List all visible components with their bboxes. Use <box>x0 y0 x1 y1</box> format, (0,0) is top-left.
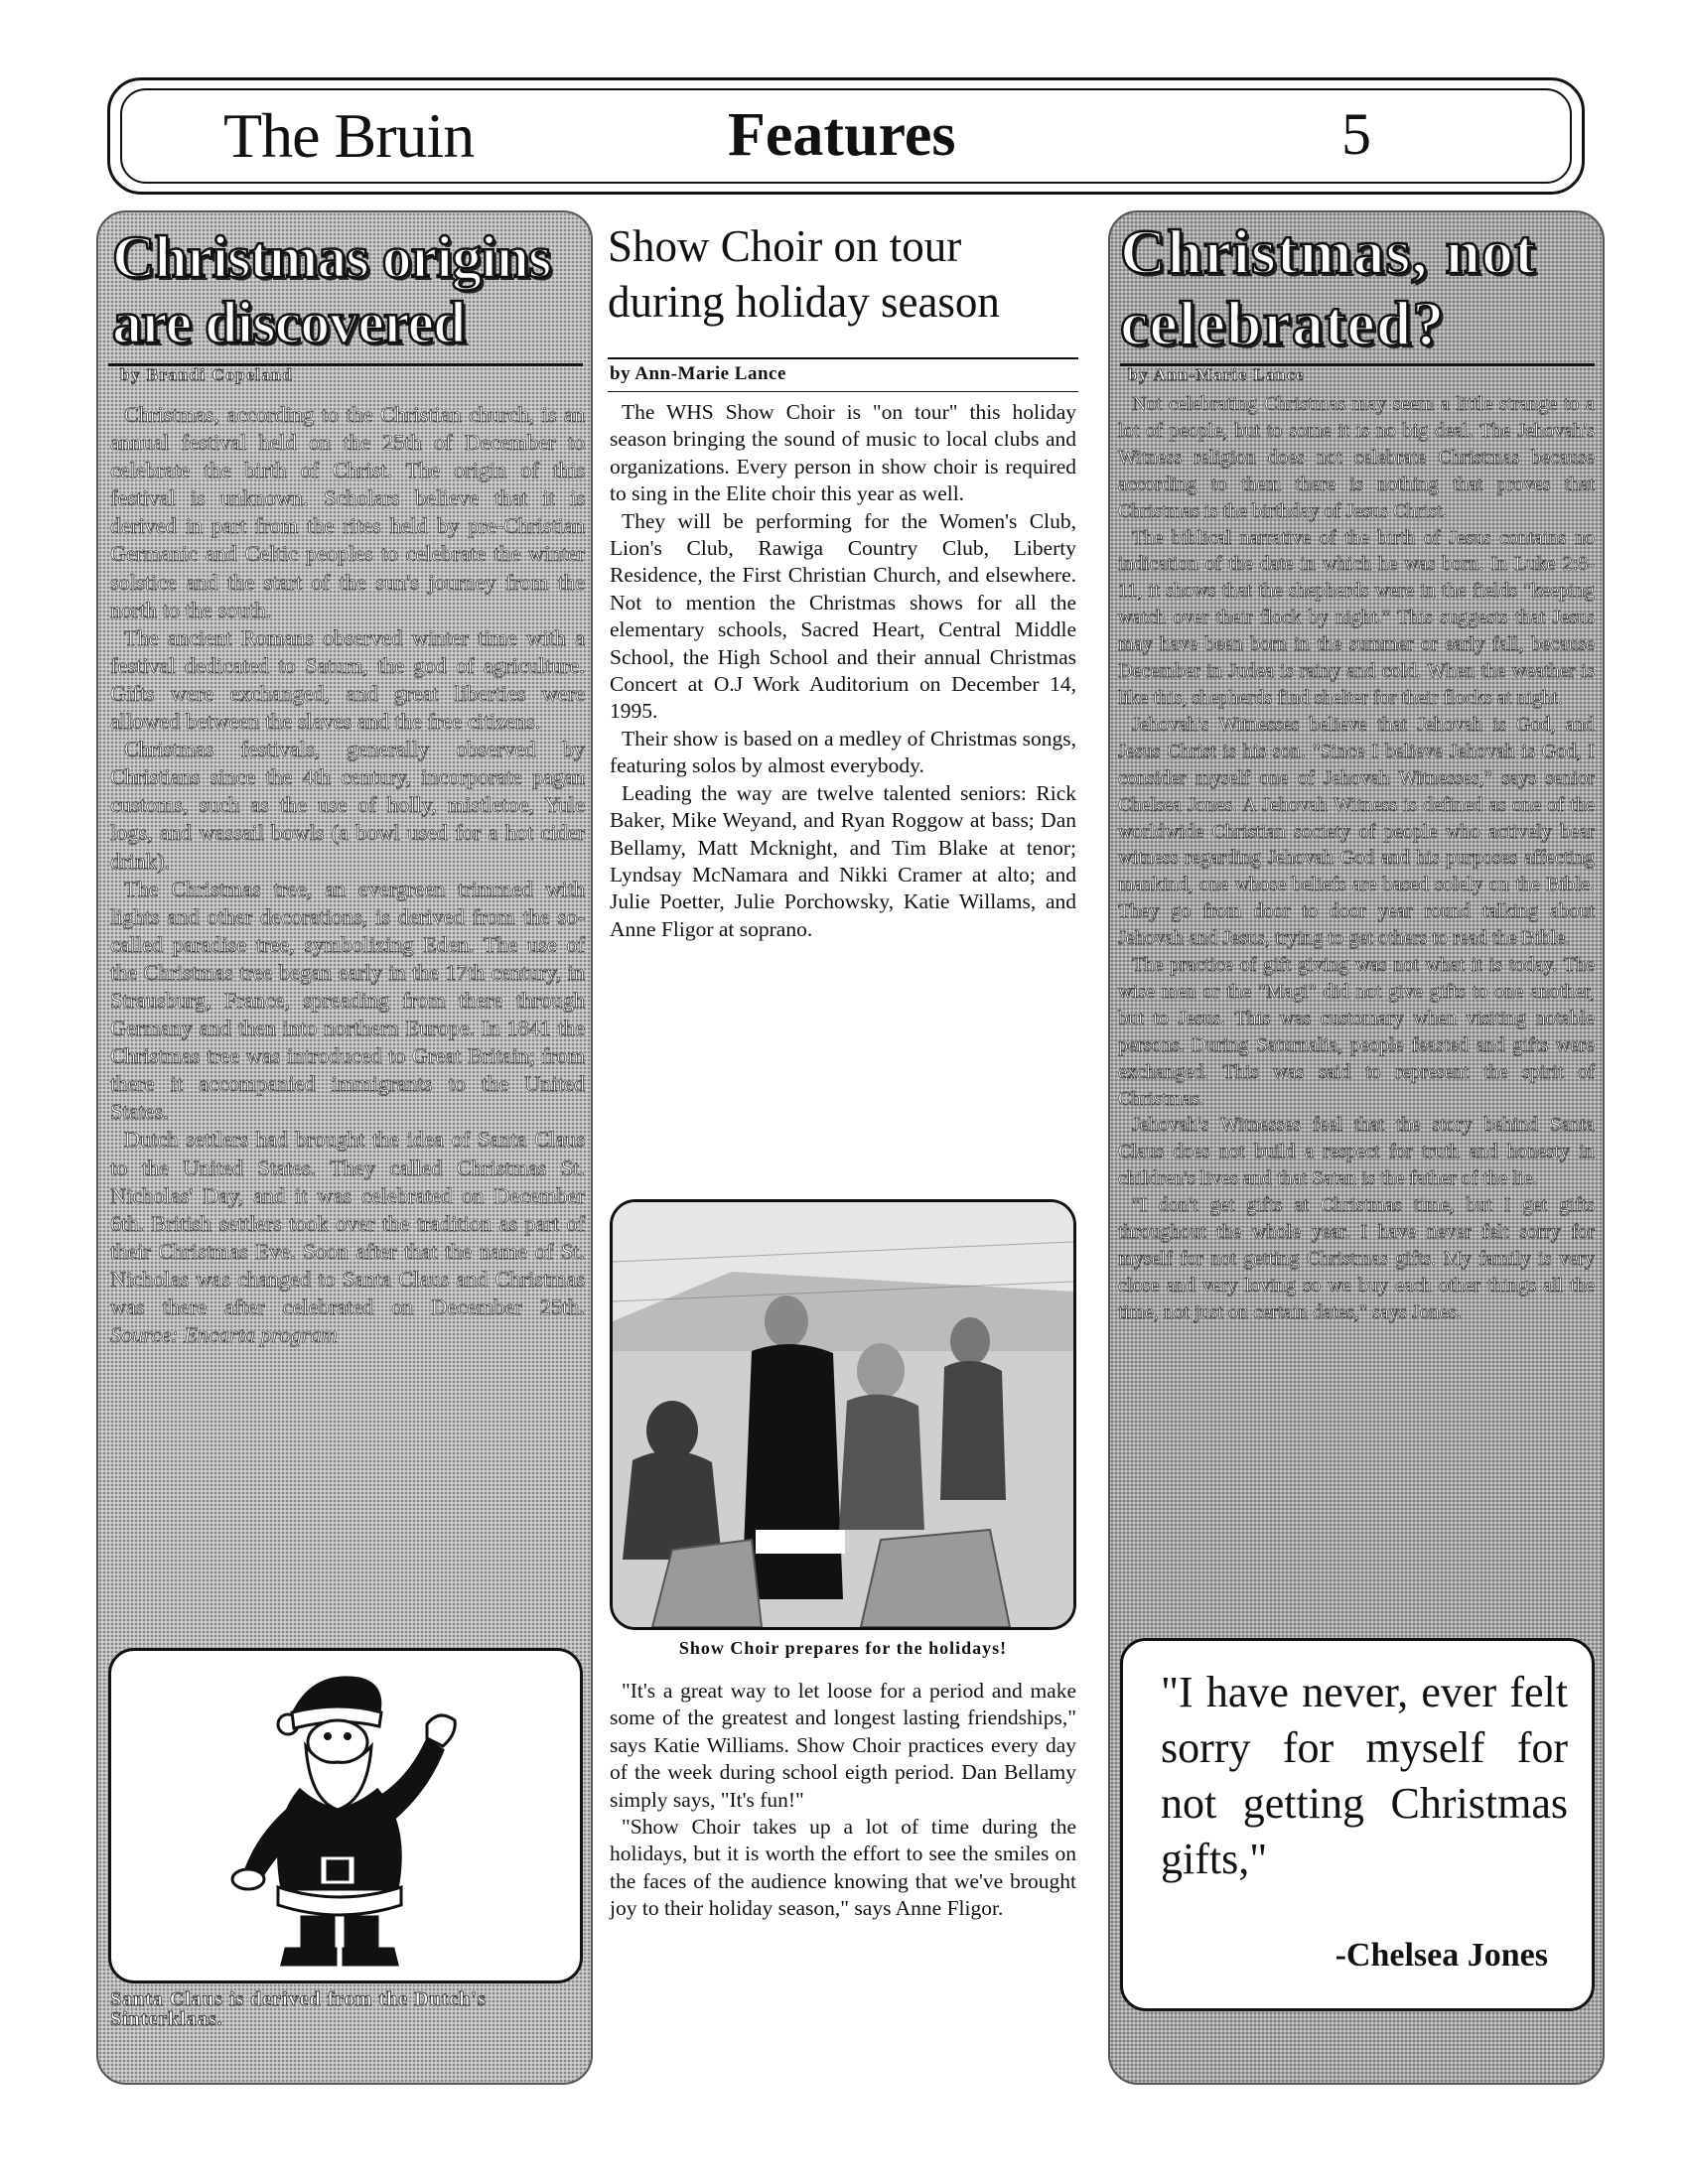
middle-paragraph: Their show is based on a medley of Christmas songs, featuring solos by almost everybody. <box>610 726 1076 778</box>
masthead-inner-border <box>120 88 1572 184</box>
middle-paragraph: They will be performing for the Women's Club, Lion's Club, Rawiga Country Club, Liberty Residence, the First Christian Church, and elsewhere. Not to mention the Christmas shows for all the elementary schools, Sacred Heart, Central Middle School, the High School and their annual Christmas Concert at O.J Work Auditorium on December 14, 1995. <box>610 508 1076 724</box>
middle-paragraph: "Show Choir takes up a lot of time during the holidays, but it is worth the effort to see the smiles on the faces of the audience knowing that we've brought joy to their holiday season," says Anne Fligor. <box>610 1815 1076 1921</box>
masthead <box>107 77 1585 195</box>
left-article-source: Source: Encarta program <box>110 1322 338 1348</box>
middle-byline-rule-bottom <box>608 391 1078 392</box>
middle-article-byline: by Ann-Marie Lance <box>610 363 786 384</box>
middle-paragraph: Leading the way are twelve talented seniors: Rick Baker, Mike Weyand, and Ryan Roggow at bass; Dan Bellamy, Matt Mcknight, and Tim Blake at tenor; Lyndsay McNamara and Nikki Cramer at alto; and Julie Poetter, Julie Porchowsky, Katie Willams, and Anne Fligor at soprano. <box>610 780 1076 941</box>
left-paragraph-text: Dutch settlers had brought the idea of Santa Claus to the United States. They called Christmas St. Nicholas' Day, and it was celebrated on December 6th. British settlers took over the tradition as part of their Christmas Eve. Soon after that the name of St. Nicholas was changed to Santa Claus and Christmas was there after celebrated on December 25th. <box>110 1127 585 1319</box>
left-paragraph: The Christmas tree, an evergreen trimmed with lights and other decorations, is derived from the so-called paradise tree, symbolizing Eden. The use of the Christmas tree began early in the 17th century, in Strausburg, France, spreading from there through Germany and then into northern Europe. In 1841 the Christmas tree was introduced to Great Britain; from there it accompanied immigrants to the United States. <box>110 876 585 1125</box>
middle-article-body-continued <box>610 1678 1076 1923</box>
right-article-headline: Christmas, not celebrated? <box>1120 216 1537 358</box>
right-paragraph: The biblical narrative of the birth of Jesus contains no indication of the date in which he was born. In Luke 2:8-11, it shows that the shepherds were in the fields "keeping watch over their flock by night." This suggests that Jesus may have been born in the summer or early fall, because December in Judea is rainy and cold. When the weather is like this, shepherds find shelter for their flocks at night. <box>1118 526 1595 709</box>
left-article-panel <box>96 210 593 2085</box>
left-paragraph: The ancient Romans observed winter time with a festival dedicated to Saturn, the god of agriculture. Gifts were exchanged, and great liberties were allowed between the slaves and the free citizens. <box>110 624 585 735</box>
middle-paragraph: "It's a great way to let loose for a period and make some of the greatest and longest lasting friendships," says Katie Williams. Show Choir practices every day of the week during school eigth period. Dan Bellamy simply says, "It's fun!" <box>610 1679 1076 1812</box>
pull-quote-text: "I have never, ever felt sorry for myself for not getting Christmas gifts," <box>1161 1668 1568 1883</box>
middle-paragraph: The WHS Show Choir is "on tour" this holiday season bringing the sound of music to local clubs and organizations. Every person in show choir is required to sing in the Elite choir this year as well. <box>610 400 1076 506</box>
left-article-byline: by Brandi Copeland <box>120 365 294 384</box>
left-article-body <box>110 401 585 1349</box>
right-paragraph: The practice of gift giving was not what it is today. The wise men or the "Magi" did not give gifts to one another, but to Jesus. This was customary when visiting notable persons. During Saturnalia, people feasted and gifts were exchanged. This was said to represent the spirit of Christmas. <box>1118 954 1595 1110</box>
santa-illustration-frame <box>108 1648 583 1983</box>
middle-byline-rule-top <box>608 357 1078 359</box>
show-choir-photo <box>610 1199 1076 1630</box>
pull-quote-box <box>1120 1638 1595 2011</box>
santa-illustration-caption: Santa Claus is derived from the Dutch's Sinterklaas. <box>110 1988 487 2030</box>
left-paragraph: Christmas festivals, generally observed by Christians since the 4th century, incorporate pagan customs, such as the use of holly, mistletoe, Yule logs, and wassail bowls (a bowl used for a hot cider drink). <box>110 737 585 874</box>
right-paragraph: Not celebrating Christmas may seem a little strange to a lot of people, but to some it is no big deal. The Jehovah's Witness religion does not celebrate Christmas because according to them there is nothing that proves that Christmas is the birthday of Jesus Christ. <box>1118 393 1595 522</box>
paper-name: The Bruin <box>223 100 475 171</box>
right-article-panel <box>1108 210 1605 2085</box>
left-paragraph: Christmas, according to the Christian church, is an annual festival held on the 25th of December to celebrate the birth of Christ. The origin of this festival is unknown. Scholars believe that it is derived in part from the rites held by pre-Christian Germanic and Celtic peoples to celebrate the winter solstice and the start of the sun's journey from the north to the south. <box>110 402 585 622</box>
middle-article-headline: Show Choir on tour during holiday season <box>608 221 1000 327</box>
left-paragraph <box>110 1126 585 1349</box>
left-article-headline: Christmas origins are discovered <box>112 224 551 355</box>
santa-claus-illustration <box>111 1651 580 1980</box>
page-number: 5 <box>1341 101 1371 167</box>
right-article-body <box>1118 391 1595 1326</box>
right-paragraph: Jehovah's Witnesses believe that Jehovah is God, and Jesus Christ is his son. "Since I believe Jehovah is God, I consider myself one of Jehovah Witnesses," says senior Chelsea Jones. A Jehovah Witness is defined as one of the worldwide Christian society of people who actively bear witness regarding Jehovah God and his purposes affecting mankind, one whose beliefs are based solely on the Bible. They go from door to door year round talking about Jehovah and Jesus, trying to get others to read the Bible. <box>1118 713 1595 950</box>
show-choir-photo-image <box>613 1202 1073 1627</box>
show-choir-photo-caption: Show Choir prepares for the holidays! <box>678 1638 1008 1658</box>
section-title: Features <box>728 101 956 169</box>
right-article-byline: by Ann-Marie Lance <box>1128 365 1306 384</box>
right-paragraph: "I don't get gifts at Christmas time, but I get gifts throughout the whole year. I have never felt sorry for myself for not getting Christmas gifts. My family is very close and very loving so we buy each other things all the time, not just on certain dates," says Jones. <box>1118 1194 1595 1323</box>
middle-article-body <box>610 399 1076 943</box>
right-paragraph: Jehovah's Witnesses feel that the story behind Santa Claus does not build a respect for truth and honesty in children's lives and that Satan is the father of the lie. <box>1118 1114 1595 1190</box>
pull-quote-attribution: -Chelsea Jones <box>1335 1937 1548 1974</box>
